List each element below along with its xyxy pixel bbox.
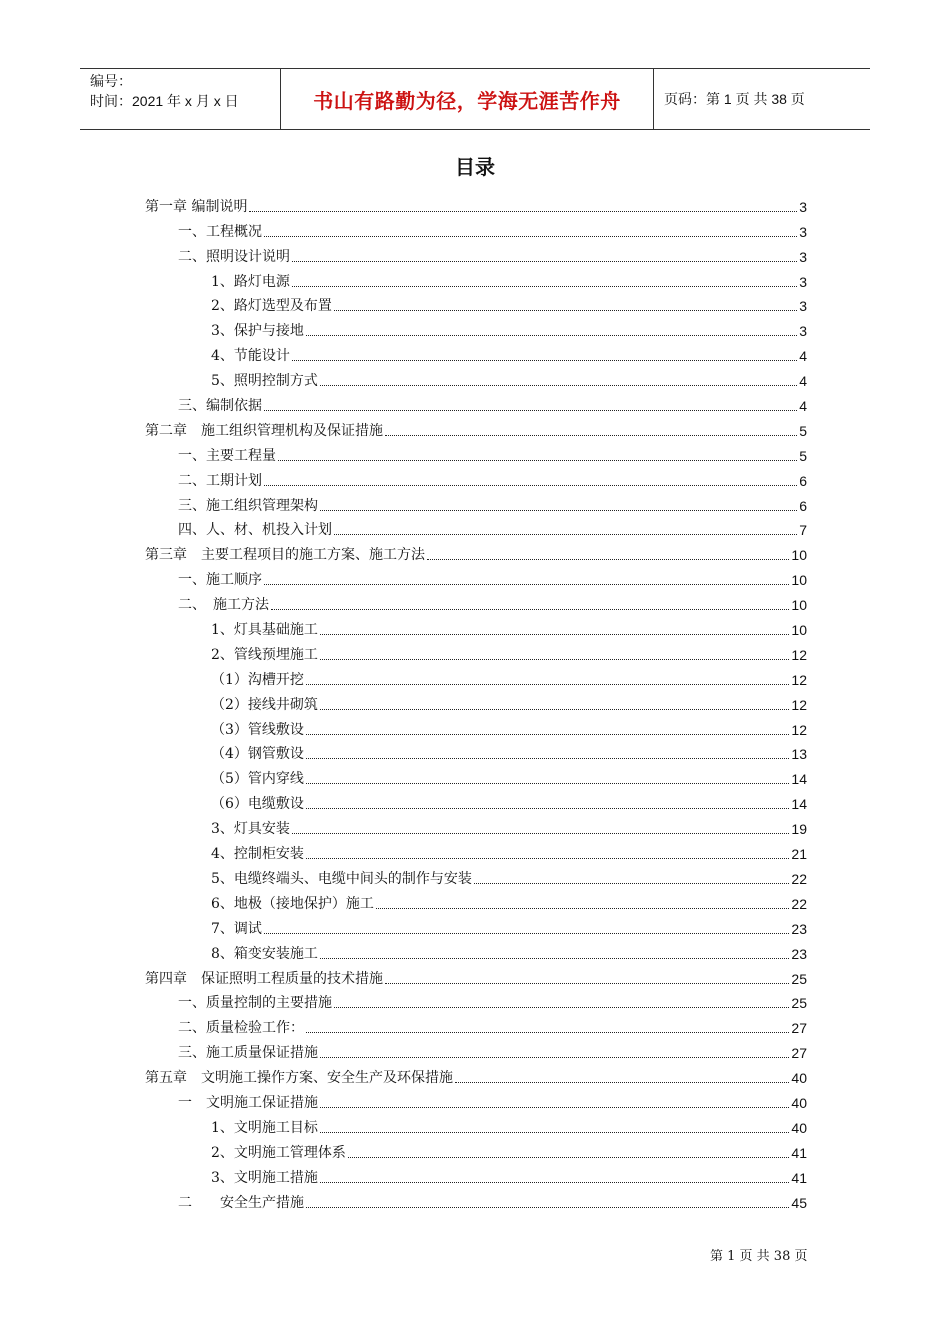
- toc-dot-leader: [306, 734, 790, 735]
- toc-page-number: 12: [791, 696, 807, 713]
- toc-page-number: 27: [791, 1020, 807, 1037]
- toc-page-number: 22: [791, 870, 807, 887]
- toc-entry-text: 一、施工顺序: [178, 572, 262, 589]
- toc-entry[interactable]: [145, 564, 807, 589]
- toc-entry-text: 四、人、材、机投入计划: [178, 522, 332, 539]
- toc-page-number: 3: [799, 248, 807, 265]
- table-of-contents: [145, 191, 807, 1212]
- toc-entry-text: 1、文明施工目标: [211, 1119, 318, 1136]
- toc-entry[interactable]: [145, 664, 807, 689]
- toc-dot-leader: [320, 634, 790, 635]
- toc-dot-leader: [320, 1057, 789, 1058]
- toc-dot-leader: [320, 709, 790, 710]
- toc-entry-text: 三、编制依据: [178, 398, 262, 415]
- toc-entry-text: （4）钢管敷设: [211, 746, 304, 763]
- toc-dot-leader: [306, 335, 797, 336]
- toc-entry[interactable]: [145, 913, 807, 938]
- toc-entry-text: 一、质量控制的主要措施: [178, 995, 332, 1012]
- toc-page-number: 5: [799, 447, 807, 464]
- toc-entry-text: 2、管线预埋施工: [211, 646, 318, 663]
- toc-dot-leader: [264, 933, 790, 934]
- toc-entry[interactable]: [145, 1187, 807, 1212]
- toc-entry-text: 2、路灯选型及布置: [211, 298, 332, 315]
- toc-dot-leader: [385, 983, 789, 984]
- toc-entry[interactable]: [145, 938, 807, 963]
- toc-entry-text: 二、照明设计说明: [178, 248, 290, 265]
- toc-page-number: 40: [791, 1094, 807, 1111]
- toc-page-number: 41: [791, 1169, 807, 1186]
- toc-page-number: 12: [791, 646, 807, 663]
- toc-dot-leader: [334, 1007, 789, 1008]
- toc-page-number: 4: [799, 398, 807, 415]
- toc-page-number: 25: [791, 995, 807, 1012]
- toc-page-number: 3: [799, 198, 807, 215]
- toc-dot-leader: [306, 1032, 789, 1033]
- toc-entry-text: （1）沟槽开挖: [211, 671, 304, 688]
- toc-entry[interactable]: [145, 315, 807, 340]
- header-page-info: 页码：第 1 页 共 38 页: [664, 91, 805, 107]
- header-left-cell: [80, 69, 280, 129]
- toc-page-number: 10: [791, 572, 807, 589]
- toc-entry-text: （5）管内穿线: [211, 771, 304, 788]
- toc-page-number: 4: [799, 348, 807, 365]
- toc-entry[interactable]: [145, 365, 807, 390]
- toc-entry[interactable]: [145, 714, 807, 739]
- toc-entry-text: 一 文明施工保证措施: [178, 1094, 318, 1111]
- toc-dot-leader: [306, 1207, 789, 1208]
- document-time-label: 时间：2021 年 x 月 x 日: [90, 93, 239, 109]
- document-number-label: 编号：: [90, 73, 132, 89]
- toc-page-number: 4: [799, 373, 807, 390]
- toc-entry-text: 第三章 主要工程项目的施工方案、施工方法: [145, 547, 425, 564]
- toc-dot-leader: [334, 534, 797, 535]
- toc-page-number: 10: [791, 622, 807, 639]
- toc-entry-text: （2）接线井砌筑: [211, 696, 318, 713]
- toc-page-number: 23: [791, 945, 807, 962]
- toc-dot-leader: [292, 286, 797, 287]
- toc-page-number: 14: [791, 771, 807, 788]
- toc-dot-leader: [348, 1157, 790, 1158]
- toc-entry[interactable]: [145, 340, 807, 365]
- toc-page-number: 5: [799, 422, 807, 439]
- toc-dot-leader: [306, 783, 790, 784]
- toc-entry[interactable]: [145, 614, 807, 639]
- toc-entry-text: 5、电缆终端头、电缆中间头的制作与安装: [211, 870, 472, 887]
- toc-entry-text: 5、照明控制方式: [211, 373, 318, 390]
- toc-entry[interactable]: [145, 788, 807, 813]
- toc-dot-leader: [264, 485, 797, 486]
- toc-page-number: 13: [791, 746, 807, 763]
- toc-entry-text: 3、灯具安装: [211, 821, 290, 838]
- toc-dot-leader: [427, 559, 789, 560]
- toc-page-number: 45: [791, 1194, 807, 1211]
- toc-entry-text: 第五章 文明施工操作方案、安全生产及环保措施: [145, 1070, 453, 1087]
- toc-page-number: 3: [799, 323, 807, 340]
- toc-page-number: 12: [791, 671, 807, 688]
- toc-entry-text: 一、主要工程量: [178, 447, 276, 464]
- toc-entry-text: 二、 施工方法: [178, 597, 269, 614]
- toc-entry[interactable]: [145, 1087, 807, 1112]
- toc-page-number: 40: [791, 1119, 807, 1136]
- toc-page-number: 21: [791, 846, 807, 863]
- toc-entry[interactable]: [145, 888, 807, 913]
- toc-entry[interactable]: [145, 639, 807, 664]
- toc-entry-text: 一、工程概况: [178, 223, 262, 240]
- toc-dot-leader: [278, 460, 797, 461]
- toc-page-number: 12: [791, 721, 807, 738]
- toc-page-number: 3: [799, 298, 807, 315]
- toc-page-number: 10: [791, 547, 807, 564]
- toc-entry[interactable]: [145, 515, 807, 540]
- toc-page-number: 22: [791, 895, 807, 912]
- toc-entry-text: （6）电缆敷设: [211, 796, 304, 813]
- toc-entry[interactable]: [145, 1062, 807, 1087]
- toc-dot-leader: [264, 410, 797, 411]
- toc-dot-leader: [264, 236, 797, 237]
- toc-dot-leader: [271, 609, 789, 610]
- toc-page-number: 3: [799, 273, 807, 290]
- toc-dot-leader: [292, 833, 790, 834]
- toc-entry-text: 3、保护与接地: [211, 323, 304, 340]
- toc-page-number: 10: [791, 597, 807, 614]
- toc-page-number: 25: [791, 970, 807, 987]
- toc-entry-text: 2、文明施工管理体系: [211, 1144, 346, 1161]
- toc-page-number: 41: [791, 1144, 807, 1161]
- toc-title: 目录: [455, 155, 495, 179]
- toc-dot-leader: [334, 310, 797, 311]
- toc-entry[interactable]: [145, 440, 807, 465]
- toc-entry[interactable]: [145, 838, 807, 863]
- toc-page-number: 40: [791, 1070, 807, 1087]
- header-motto: 书山有路勤为径，学海无涯苦作舟: [280, 69, 654, 129]
- toc-dot-leader: [306, 684, 790, 685]
- toc-entry-text: 8、箱变安装施工: [211, 945, 318, 962]
- toc-dot-leader: [292, 360, 797, 361]
- toc-entry[interactable]: [145, 539, 807, 564]
- toc-entry[interactable]: [145, 266, 807, 291]
- toc-entry[interactable]: [145, 191, 807, 216]
- toc-entry[interactable]: [145, 291, 807, 316]
- toc-entry[interactable]: [145, 465, 807, 490]
- toc-entry[interactable]: [145, 863, 807, 888]
- toc-entry[interactable]: [145, 241, 807, 266]
- toc-dot-leader: [455, 1082, 789, 1083]
- toc-entry[interactable]: [145, 1137, 807, 1162]
- toc-entry[interactable]: [145, 1037, 807, 1062]
- toc-dot-leader: [320, 510, 797, 511]
- toc-page-number: 6: [799, 472, 807, 489]
- toc-page-number: 19: [791, 821, 807, 838]
- toc-entry-text: 4、控制柜安装: [211, 846, 304, 863]
- toc-entry[interactable]: [145, 963, 807, 988]
- toc-dot-leader: [264, 584, 789, 585]
- toc-page-number: 27: [791, 1045, 807, 1062]
- toc-entry[interactable]: [145, 763, 807, 788]
- toc-page-number: 23: [791, 920, 807, 937]
- toc-entry-text: 1、灯具基础施工: [211, 622, 318, 639]
- toc-entry-text: 第一章 编制说明: [145, 198, 248, 215]
- toc-dot-leader: [306, 808, 790, 809]
- toc-entry[interactable]: [145, 689, 807, 714]
- toc-dot-leader: [320, 659, 790, 660]
- toc-dot-leader: [249, 211, 797, 212]
- toc-dot-leader: [320, 385, 797, 386]
- toc-dot-leader: [320, 958, 790, 959]
- toc-entry[interactable]: [145, 415, 807, 440]
- toc-page-number: 3: [799, 223, 807, 240]
- toc-entry-text: （3）管线敷设: [211, 721, 304, 738]
- toc-entry[interactable]: [145, 390, 807, 415]
- toc-dot-leader: [376, 908, 790, 909]
- toc-dot-leader: [306, 758, 790, 759]
- toc-entry-text: 二、质量检验工作：: [178, 1020, 304, 1037]
- toc-entry-text: 第二章 施工组织管理机构及保证措施: [145, 422, 383, 439]
- toc-entry[interactable]: [145, 589, 807, 614]
- toc-entry[interactable]: [145, 1012, 807, 1037]
- toc-page-number: 7: [799, 522, 807, 539]
- toc-entry[interactable]: [145, 739, 807, 764]
- toc-entry[interactable]: [145, 813, 807, 838]
- toc-dot-leader: [320, 1182, 790, 1183]
- toc-entry-text: 4、节能设计: [211, 348, 290, 365]
- toc-entry-text: 三、施工质量保证措施: [178, 1045, 318, 1062]
- toc-entry-text: 三、施工组织管理架构: [178, 497, 318, 514]
- document-header: [80, 68, 870, 130]
- toc-entry[interactable]: [145, 1112, 807, 1137]
- toc-dot-leader: [292, 261, 797, 262]
- toc-entry-text: 第四章 保证照明工程质量的技术措施: [145, 970, 383, 987]
- toc-entry-text: 二、工期计划: [178, 472, 262, 489]
- toc-page-number: 14: [791, 796, 807, 813]
- toc-entry[interactable]: [145, 988, 807, 1013]
- toc-entry[interactable]: [145, 216, 807, 241]
- toc-entry[interactable]: [145, 1162, 807, 1187]
- toc-entry-text: 7、调试: [211, 920, 262, 937]
- toc-dot-leader: [385, 435, 797, 436]
- toc-entry-text: 二 安全生产措施: [178, 1194, 304, 1211]
- toc-entry-text: 6、地极（接地保护）施工: [211, 895, 374, 912]
- toc-page-number: 6: [799, 497, 807, 514]
- page-footer: 第 1 页 共 38 页: [710, 1249, 808, 1264]
- toc-dot-leader: [320, 1107, 789, 1108]
- toc-dot-leader: [320, 1132, 790, 1133]
- toc-dot-leader: [474, 883, 790, 884]
- toc-entry[interactable]: [145, 490, 807, 515]
- toc-entry-text: 3、文明施工措施: [211, 1169, 318, 1186]
- toc-entry-text: 1、路灯电源: [211, 273, 290, 290]
- toc-dot-leader: [306, 858, 790, 859]
